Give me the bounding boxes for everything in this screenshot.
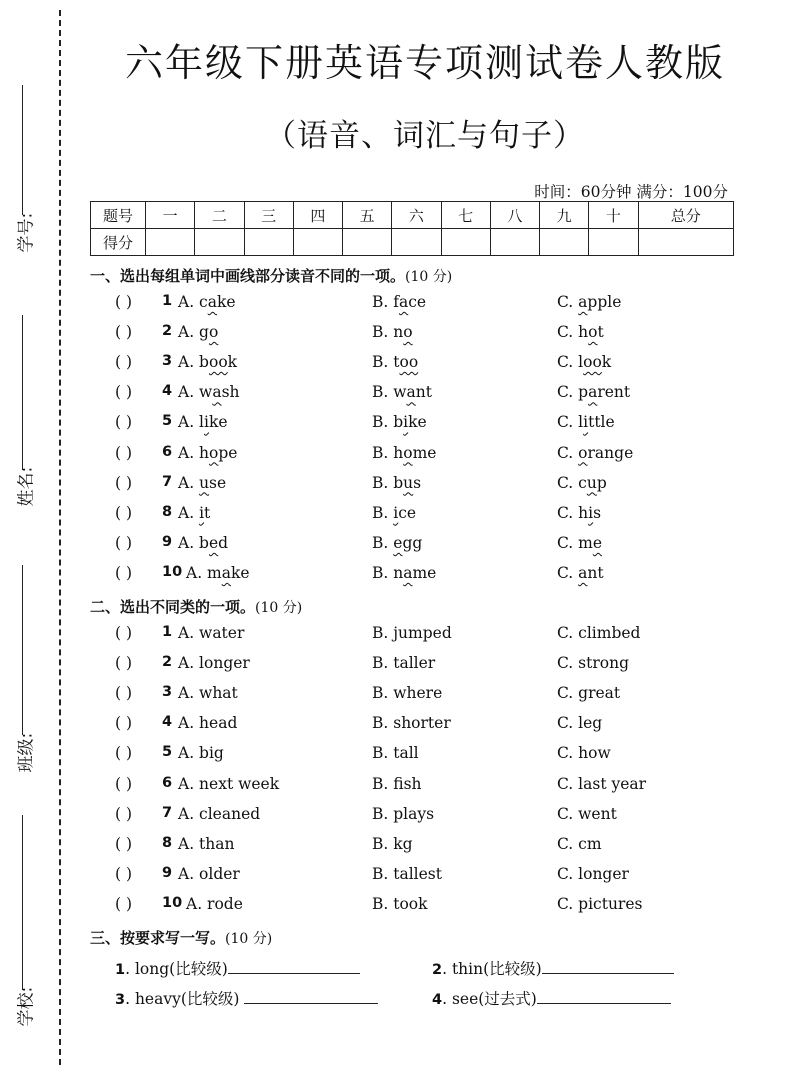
option-text: C. h <box>557 503 589 522</box>
option-text: ce <box>398 503 417 522</box>
field-label-name: 姓名: <box>16 466 37 507</box>
option-b[interactable]: B. took <box>372 894 428 913</box>
fill-item-number: 3 <box>115 992 126 1008</box>
option-text: C. <box>557 443 579 462</box>
question-number: 6 <box>162 774 173 791</box>
option-text: ke <box>408 413 427 432</box>
option-text: A. c <box>178 293 208 311</box>
answer-paren[interactable]: ( ) <box>115 413 133 432</box>
question-row <box>0 744 793 768</box>
score-cell[interactable] <box>490 229 539 256</box>
time-info: 时间：60分钟 满分：100分 <box>534 183 728 201</box>
score-cell[interactable] <box>441 229 490 256</box>
option-text: s <box>413 473 422 492</box>
question-row <box>0 775 793 799</box>
question-row <box>0 353 793 377</box>
question-row <box>0 323 793 347</box>
option-text: A. b <box>178 353 209 372</box>
answer-paren[interactable]: ( ) <box>115 353 133 372</box>
answer-blank[interactable] <box>228 959 360 974</box>
option-text: A. l <box>178 413 205 432</box>
section-2-title-text: 二、选出不同类的一项。 <box>90 598 256 616</box>
option-c[interactable]: C. pictures <box>557 894 643 913</box>
answer-blank[interactable] <box>537 989 671 1004</box>
option-b[interactable] <box>372 444 436 462</box>
option-a[interactable] <box>178 534 228 552</box>
option-text: nt <box>587 563 604 582</box>
answer-paren[interactable]: ( ) <box>115 323 133 342</box>
option-text: p <box>596 473 607 492</box>
fill-item-prompt: . long(比较级) <box>125 960 228 978</box>
answer-blank[interactable] <box>542 959 674 974</box>
option-a[interactable] <box>178 444 237 462</box>
option-c[interactable]: C. great <box>557 684 621 703</box>
option-b[interactable] <box>372 293 426 311</box>
option-b[interactable]: B. tall <box>372 744 419 763</box>
option-text: A. g <box>178 323 209 342</box>
answer-paren[interactable]: ( ) <box>115 744 133 763</box>
option-text: A. b <box>178 533 209 552</box>
option-text: t <box>597 323 604 342</box>
fill-item-prompt: . see(过去式) <box>442 990 537 1008</box>
option-text: B. h <box>372 443 404 462</box>
answer-paren[interactable]: ( ) <box>115 563 133 582</box>
option-a[interactable]: A. big <box>178 744 224 763</box>
option-a[interactable]: A. water <box>178 624 245 642</box>
option-text: C. <box>557 293 579 311</box>
option-text: sh <box>221 383 240 402</box>
option-a[interactable]: A. rode <box>186 894 243 913</box>
score-table-col: 二 <box>195 202 244 229</box>
field-line-class <box>22 565 23 735</box>
section-1-title-text: 一、选出每组单词中画线部分读音不同的一项。 <box>90 267 406 285</box>
field-line-student-id <box>22 85 23 215</box>
option-c[interactable]: C. climbed <box>557 624 641 642</box>
option-c[interactable]: C. how <box>557 744 611 763</box>
option-text: nt <box>415 383 432 402</box>
question-row <box>0 895 793 919</box>
underlined-letters: a <box>398 293 409 311</box>
answer-paren[interactable]: ( ) <box>115 533 133 552</box>
score-cell[interactable] <box>244 229 293 256</box>
underlined-letters: i <box>204 413 209 432</box>
underlined-letters: i <box>583 413 589 432</box>
option-text: rent <box>597 383 631 402</box>
option-text: B. <box>372 503 394 522</box>
option-a[interactable] <box>178 383 240 401</box>
score-table-header-row <box>91 202 734 229</box>
underlined-letters: a <box>578 563 588 582</box>
option-text: range <box>587 443 634 462</box>
score-table-col: 四 <box>293 202 342 229</box>
question-number: 3 <box>162 684 173 701</box>
option-text: pple <box>587 293 622 311</box>
option-text: se <box>209 473 227 492</box>
option-c[interactable] <box>557 323 604 341</box>
question-number: 1 <box>162 624 173 640</box>
option-c[interactable] <box>557 534 602 552</box>
section-3-title-text: 三、按要求写一写。 <box>90 929 226 947</box>
question-number: 7 <box>162 804 173 821</box>
option-b[interactable]: B. plays <box>372 804 435 823</box>
answer-paren[interactable]: ( ) <box>115 774 133 793</box>
question-number: 5 <box>162 413 173 430</box>
question-number: 1 <box>162 293 173 309</box>
question-row <box>0 805 793 829</box>
option-b[interactable]: B. fish <box>372 774 422 793</box>
answer-paren[interactable]: ( ) <box>115 654 133 673</box>
underlined-letters: o <box>208 323 219 342</box>
underlined-letters: e <box>592 533 603 552</box>
fill-item-4 <box>432 987 671 1009</box>
option-text: k <box>601 353 612 372</box>
score-cell[interactable] <box>638 229 734 256</box>
option-text: B. <box>372 533 394 552</box>
option-c[interactable] <box>557 444 633 462</box>
question-number: 4 <box>162 714 173 731</box>
answer-paren[interactable]: ( ) <box>115 473 133 492</box>
underlined-letters: a <box>207 293 217 311</box>
score-table-col: 六 <box>392 202 441 229</box>
option-a[interactable] <box>186 564 250 582</box>
field-label-student-id: 学号: <box>16 212 37 253</box>
answer-paren[interactable]: ( ) <box>115 864 133 883</box>
option-text: d <box>218 533 229 552</box>
option-c[interactable] <box>557 353 611 371</box>
option-text: B. n <box>372 563 404 582</box>
section-3-points: (10 分) <box>225 931 273 947</box>
option-c[interactable] <box>557 383 630 401</box>
option-text: C. <box>557 563 579 582</box>
option-a[interactable]: A. than <box>178 834 235 853</box>
question-number: 9 <box>162 533 173 550</box>
score-cell[interactable] <box>195 229 244 256</box>
option-text: A. <box>178 473 200 492</box>
score-table-col: 五 <box>343 202 392 229</box>
score-table-score-row <box>91 229 734 256</box>
option-text: pe <box>218 443 238 462</box>
underlined-letters: o <box>209 443 219 462</box>
question-number: 10 <box>162 894 183 911</box>
answer-paren[interactable]: ( ) <box>115 624 133 642</box>
underlined-letters: a <box>578 293 588 311</box>
question-row <box>0 444 793 468</box>
question-number: 2 <box>162 654 173 671</box>
option-a[interactable]: A. what <box>178 684 238 703</box>
question-row <box>0 534 793 558</box>
option-text: B. b <box>372 413 404 432</box>
question-row <box>0 413 793 437</box>
option-b[interactable] <box>372 323 413 341</box>
page-subtitle: （语音、词汇与句子） <box>265 118 585 154</box>
option-b[interactable] <box>372 383 432 401</box>
option-a[interactable]: A. cleaned <box>178 804 261 823</box>
question-number: 8 <box>162 834 173 851</box>
underlined-letters: o <box>403 323 413 342</box>
answer-paren[interactable]: ( ) <box>115 443 133 462</box>
option-c[interactable] <box>557 564 604 582</box>
option-text: C. p <box>557 383 589 402</box>
underlined-letters: a <box>406 383 416 402</box>
option-b[interactable]: B. shorter <box>372 714 451 733</box>
option-text: B. b <box>372 473 404 492</box>
underlined-letters: e <box>393 533 403 552</box>
answer-paren[interactable]: ( ) <box>115 684 133 703</box>
option-b[interactable] <box>372 474 421 492</box>
score-cell[interactable] <box>146 229 195 256</box>
option-c[interactable]: C. strong <box>557 654 629 673</box>
answer-paren[interactable]: ( ) <box>115 894 133 913</box>
question-number: 4 <box>162 383 173 400</box>
score-cell[interactable] <box>293 229 342 256</box>
question-number: 6 <box>162 443 173 460</box>
score-cell[interactable] <box>589 229 638 256</box>
underlined-letters: a <box>588 383 598 402</box>
option-a[interactable]: A. older <box>178 864 240 883</box>
fill-item-3 <box>115 987 378 1009</box>
option-a[interactable]: A. next week <box>178 774 280 793</box>
option-text: C. c <box>557 473 587 492</box>
option-a[interactable] <box>178 293 236 311</box>
option-text: B. n <box>372 323 404 342</box>
underlined-letters: o <box>578 443 588 462</box>
option-b[interactable] <box>372 564 436 582</box>
question-row <box>0 865 793 889</box>
fill-item-number: 1 <box>115 962 126 978</box>
question-number: 3 <box>162 353 173 370</box>
option-c[interactable]: C. leg <box>557 714 603 733</box>
score-table-col: 九 <box>540 202 589 229</box>
option-c[interactable]: C. last year <box>557 774 647 793</box>
underlined-letters: u <box>199 473 210 492</box>
underlined-letters: o <box>588 323 598 342</box>
option-a[interactable]: A. longer <box>178 654 250 673</box>
option-a[interactable] <box>178 504 210 522</box>
option-c[interactable] <box>557 474 607 492</box>
option-a[interactable] <box>178 353 237 371</box>
fill-item-number: 2 <box>432 962 443 978</box>
question-number: 7 <box>162 473 173 490</box>
option-text: B. f <box>372 293 399 311</box>
option-c[interactable]: C. went <box>557 804 617 823</box>
question-row <box>0 835 793 859</box>
question-row <box>0 564 793 588</box>
score-table-col: 七 <box>441 202 490 229</box>
question-row <box>0 684 793 708</box>
underlined-letters: i <box>199 503 205 522</box>
option-c[interactable] <box>557 504 601 522</box>
section-2-title <box>90 596 302 617</box>
option-b[interactable] <box>372 534 422 552</box>
option-c[interactable]: C. cm <box>557 834 602 853</box>
option-text: C. l <box>557 353 584 372</box>
answer-paren[interactable]: ( ) <box>115 714 133 733</box>
score-cell[interactable] <box>392 229 441 256</box>
fill-item-prompt: . thin(比较级) <box>442 960 542 978</box>
option-text: k <box>227 353 238 372</box>
option-text: t <box>204 503 211 522</box>
question-row <box>0 654 793 678</box>
option-text: C. h <box>557 323 589 342</box>
underlined-letters: oo <box>583 353 602 372</box>
option-text: C. m <box>557 533 593 552</box>
option-b[interactable]: B. jumped <box>372 624 452 642</box>
score-table-col: 一 <box>146 202 195 229</box>
section-2-points: (10 分) <box>255 600 303 616</box>
score-table <box>90 201 734 256</box>
section-1-title <box>90 265 452 286</box>
score-cell[interactable] <box>343 229 392 256</box>
score-table-col: 总分 <box>638 202 734 229</box>
option-b[interactable]: B. where <box>372 684 443 703</box>
option-text: ke <box>231 563 250 582</box>
option-a[interactable] <box>178 323 218 341</box>
answer-paren[interactable]: ( ) <box>115 804 133 823</box>
option-text: ke <box>208 413 228 432</box>
field-label-school: 学校: <box>16 986 37 1027</box>
score-cell[interactable] <box>540 229 589 256</box>
option-text: C. l <box>557 413 584 432</box>
option-text: A. m <box>186 563 222 582</box>
question-row <box>0 624 793 648</box>
question-number: 9 <box>162 864 173 881</box>
option-b[interactable]: B. taller <box>372 654 436 673</box>
option-text: A. w <box>178 383 213 402</box>
answer-paren[interactable]: ( ) <box>115 383 133 402</box>
option-text: ttle <box>588 413 615 432</box>
option-b[interactable] <box>372 413 427 431</box>
score-table-row-label: 得分 <box>91 229 146 256</box>
fill-item-number: 4 <box>432 992 443 1008</box>
fill-item-prompt: . heavy(比较级) <box>125 990 245 1008</box>
underlined-letters: oo <box>399 353 419 372</box>
underlined-letters: a <box>221 563 231 582</box>
option-text: me <box>412 443 437 462</box>
field-label-class: 班级: <box>16 732 37 773</box>
option-text: ce <box>408 293 427 311</box>
option-b[interactable] <box>372 504 416 522</box>
option-text: ke <box>216 293 236 311</box>
option-text: me <box>412 563 437 582</box>
underlined-letters: o <box>403 443 413 462</box>
option-text: gg <box>402 533 423 552</box>
option-a[interactable]: A. head <box>178 714 238 733</box>
option-a[interactable] <box>178 413 228 431</box>
section-1-points: (10 分) <box>405 269 453 285</box>
option-text: A. h <box>178 443 210 462</box>
question-number: 5 <box>162 744 173 761</box>
answer-paren[interactable]: ( ) <box>115 293 133 311</box>
underlined-letters: a <box>212 383 222 402</box>
score-table-row-label: 题号 <box>91 202 146 229</box>
question-number: 8 <box>162 503 173 520</box>
option-text: s <box>593 503 602 522</box>
underlined-letters: oo <box>208 353 228 372</box>
score-table-col: 八 <box>490 202 539 229</box>
option-text: B. t <box>372 353 400 372</box>
underlined-letters: i <box>588 503 594 522</box>
underlined-letters: i <box>393 503 399 522</box>
option-b[interactable] <box>372 353 418 371</box>
answer-paren[interactable]: ( ) <box>115 834 133 853</box>
score-table-col: 十 <box>589 202 638 229</box>
fill-item-2 <box>432 957 674 979</box>
underlined-letters: u <box>403 473 414 492</box>
question-row <box>0 714 793 738</box>
underlined-letters: e <box>208 533 219 552</box>
underlined-letters: u <box>586 473 597 492</box>
page-title: 六年级下册英语专项测试卷人教版 <box>124 41 725 85</box>
underlined-letters: a <box>403 563 413 582</box>
question-row <box>0 474 793 498</box>
question-number: 10 <box>162 563 183 580</box>
option-c[interactable] <box>557 293 621 311</box>
question-row <box>0 293 793 317</box>
score-table-col: 三 <box>244 202 293 229</box>
answer-paren[interactable]: ( ) <box>115 503 133 522</box>
fill-item-1 <box>115 957 360 979</box>
option-text: A. <box>178 503 200 522</box>
option-c[interactable] <box>557 413 615 431</box>
question-row <box>0 383 793 407</box>
question-row <box>0 504 793 528</box>
underlined-letters: i <box>403 413 409 432</box>
option-c[interactable]: C. longer <box>557 864 629 883</box>
question-number: 2 <box>162 323 173 340</box>
option-b[interactable]: B. tallest <box>372 864 442 883</box>
option-a[interactable] <box>178 474 226 492</box>
section-3-title <box>90 927 272 948</box>
option-b[interactable]: B. kg <box>372 834 413 853</box>
option-text: B. w <box>372 383 407 402</box>
answer-blank[interactable] <box>244 989 378 1004</box>
